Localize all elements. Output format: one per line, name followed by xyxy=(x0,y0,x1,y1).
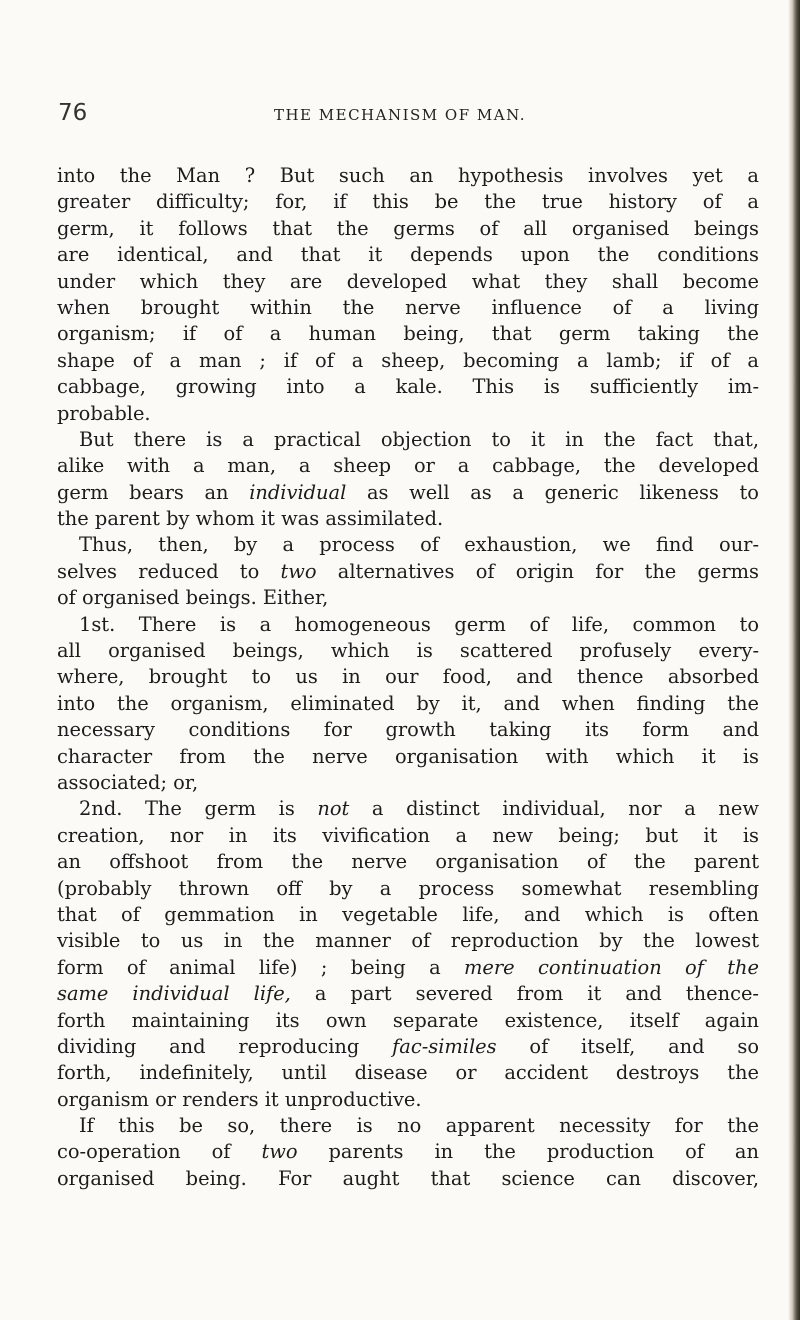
text-line xyxy=(57,691,759,717)
text-line xyxy=(57,216,759,242)
text-segment: character from the nerve organisation with which it is xyxy=(57,744,759,768)
text-line xyxy=(57,744,759,770)
text-segment: germ, it follows that the germs of all organised beings xyxy=(57,216,759,240)
text-line xyxy=(57,242,759,268)
text-segment: 1st. There is a homogeneous germ of life, common to xyxy=(79,612,759,636)
page-number: 76 xyxy=(58,100,88,126)
text-line xyxy=(57,163,759,189)
text-line xyxy=(57,981,759,1007)
text-line xyxy=(57,1166,759,1192)
text-segment: a part severed from it and thence- xyxy=(290,982,759,1006)
text-segment: associated; or, xyxy=(57,770,199,794)
text-line xyxy=(57,453,759,479)
italic-text: not xyxy=(317,797,350,821)
text-line xyxy=(57,849,759,875)
text-segment: of itself, and so xyxy=(496,1034,759,1058)
text-segment: visible to us in the manner of reproduction by the lowest xyxy=(57,929,759,953)
text-segment: organism or renders it unproductive. xyxy=(57,1087,422,1111)
text-line xyxy=(57,1113,759,1139)
text-segment: into the Man ? But such an hypothesis involves yet a xyxy=(57,164,759,187)
text-segment: shape of a man ; if of a sheep, becoming a lamb; if of a xyxy=(57,348,759,372)
text-segment: co-operation of xyxy=(57,1140,262,1164)
text-line xyxy=(57,823,759,849)
text-segment: organised being. For aught that science can discover, xyxy=(57,1166,759,1190)
text-segment: form of animal life) ; being a xyxy=(57,955,464,979)
text-segment: necessary conditions for growth taking its form and xyxy=(57,718,759,742)
text-segment: forth maintaining its own separate existence, itself again xyxy=(57,1008,759,1032)
text-segment: a distinct individual, nor a new xyxy=(349,797,759,821)
text-line xyxy=(57,876,759,902)
text-line xyxy=(57,401,759,427)
text-line xyxy=(57,796,759,822)
body-text xyxy=(57,163,759,1192)
text-segment: into the organism, eliminated by it, and when finding the xyxy=(57,691,759,715)
text-line xyxy=(57,427,759,453)
italic-text: two xyxy=(261,1140,298,1164)
text-line xyxy=(57,902,759,928)
text-segment: 2nd. The germ is xyxy=(79,797,318,821)
text-line xyxy=(57,1087,759,1113)
italic-text: individual xyxy=(249,480,347,504)
text-segment: all organised beings, which is scattered profusely every- xyxy=(57,639,759,663)
text-segment: dividing and reproducing xyxy=(57,1034,393,1058)
text-segment: an offshoot from the nerve organisation of the parent xyxy=(57,850,759,874)
text-line xyxy=(57,664,759,690)
text-segment: the parent by whom it was assimilated. xyxy=(57,507,444,531)
text-line xyxy=(57,1060,759,1086)
text-line xyxy=(57,321,759,347)
text-line xyxy=(57,295,759,321)
text-segment: organism; if of a human being, that germ taking the xyxy=(57,322,759,346)
text-segment: If this be so, there is no apparent necessity for the xyxy=(79,1114,759,1138)
text-line xyxy=(57,955,759,981)
italic-text: mere continuation of the xyxy=(464,955,760,979)
text-line xyxy=(57,1139,759,1165)
text-line xyxy=(57,1034,759,1060)
text-line xyxy=(57,189,759,215)
text-segment: But there is a practical objection to it in the fact that, xyxy=(79,427,759,451)
text-line xyxy=(57,1008,759,1034)
text-segment: cabbage, growing into a kale. This is sufficiently im- xyxy=(57,375,759,399)
text-segment: forth, indefinitely, until disease or accident destroys the xyxy=(57,1061,759,1085)
text-line xyxy=(57,612,759,638)
text-segment: Thus, then, by a process of exhaustion, we find our- xyxy=(79,533,759,557)
text-line xyxy=(57,585,759,611)
text-segment: selves reduced to xyxy=(57,559,281,583)
text-segment: of organised beings. Either, xyxy=(57,586,329,610)
italic-text: fac-similes xyxy=(392,1034,497,1058)
text-segment: germ bears an xyxy=(57,480,250,504)
text-segment: where, brought to us in our food, and thence absorbed xyxy=(57,665,759,689)
text-line xyxy=(57,559,759,585)
text-segment: greater difficulty; for, if this be the true history of a xyxy=(57,190,759,214)
text-segment: are identical, and that it depends upon the conditions xyxy=(57,243,759,267)
text-line xyxy=(57,638,759,664)
text-segment: alike with a man, a sheep or a cabbage, the developed xyxy=(57,454,759,478)
text-segment: under which they are developed what they shall become xyxy=(57,269,759,293)
text-segment: alternatives of origin for the germs xyxy=(316,559,759,583)
text-line xyxy=(57,348,759,374)
italic-text: two xyxy=(280,559,317,583)
text-segment: probable. xyxy=(57,401,151,425)
text-line xyxy=(57,532,759,558)
running-title: THE MECHANISM OF MAN. xyxy=(273,106,527,124)
text-line xyxy=(57,928,759,954)
text-line xyxy=(57,480,759,506)
text-segment: as well as a generic likeness to xyxy=(346,480,759,504)
italic-text: same individual life, xyxy=(57,982,291,1006)
text-line xyxy=(57,269,759,295)
text-segment: when brought within the nerve influence of a living xyxy=(57,295,759,319)
text-segment: parents in the production of an xyxy=(297,1140,759,1164)
text-segment: creation, nor in its vivification a new being; but it is xyxy=(57,823,759,847)
page-edge-shadow xyxy=(788,0,800,1320)
text-segment: (probably thrown off by a process somewhat resembling xyxy=(57,876,759,900)
text-segment: that of gemmation in vegetable life, and which is often xyxy=(57,902,759,926)
text-line xyxy=(57,506,759,532)
text-line xyxy=(57,717,759,743)
text-line xyxy=(57,374,759,400)
text-line xyxy=(57,770,759,796)
